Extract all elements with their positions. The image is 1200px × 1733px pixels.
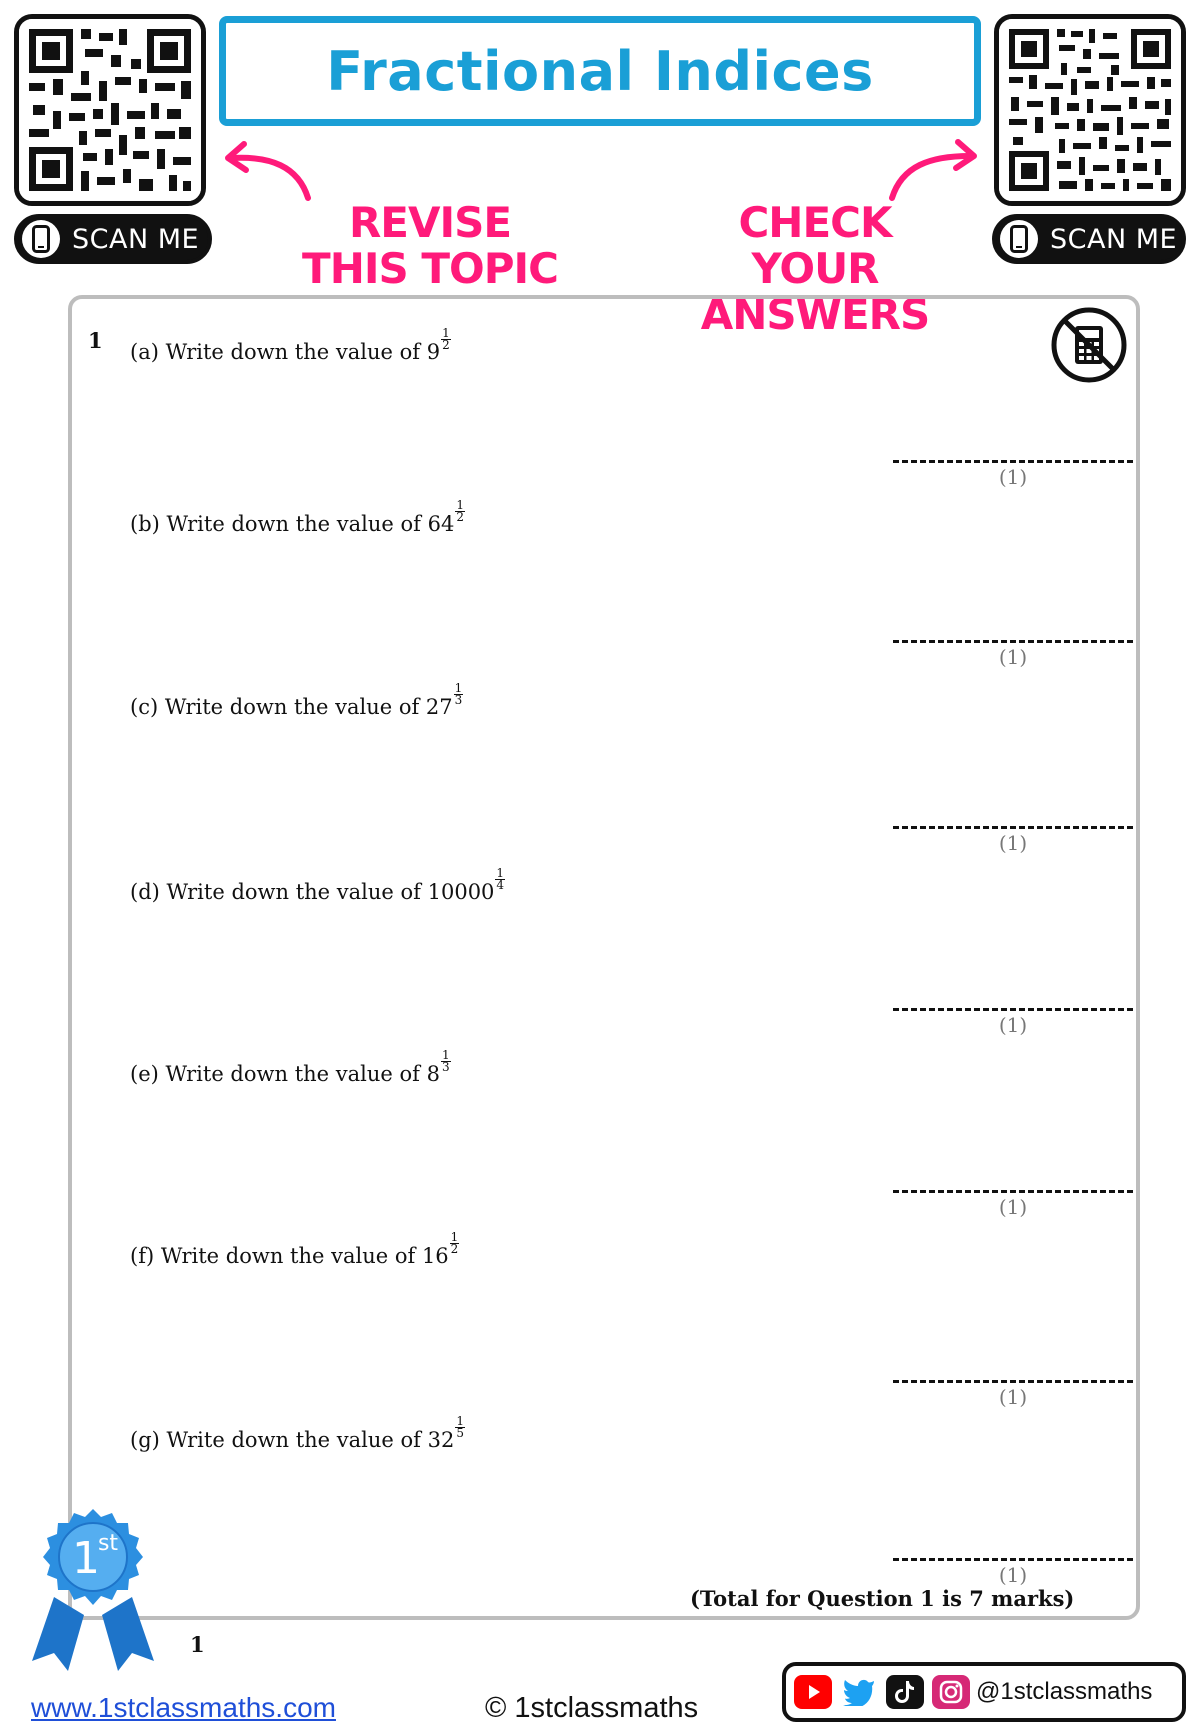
qr-pattern-left — [19, 19, 201, 201]
phone-icon — [1000, 220, 1038, 258]
fraction-exponent — [454, 683, 464, 706]
part-label: (e) Write down the value of — [130, 1062, 420, 1086]
website-link[interactable]: www.1stclassmaths.com — [31, 1692, 336, 1723]
part-label: (g) Write down the value of — [130, 1428, 421, 1452]
mark-allocation: (1) — [998, 1385, 1028, 1409]
badge-number: 1 — [72, 1533, 100, 1584]
mark-allocation: (1) — [998, 1563, 1028, 1587]
fraction-exponent — [455, 500, 465, 523]
page-number: 1 — [190, 1632, 205, 1657]
part-base: 16 — [421, 1244, 449, 1268]
part-label: (d) Write down the value of — [130, 880, 421, 904]
twitter-icon[interactable] — [840, 1675, 878, 1709]
exp-denominator: 2 — [442, 338, 450, 352]
mark-allocation: (1) — [998, 1013, 1028, 1037]
answer-line[interactable] — [893, 1190, 1133, 1193]
qr-pattern-right — [999, 19, 1181, 201]
mark-allocation: (1) — [998, 1195, 1028, 1219]
youtube-icon[interactable] — [794, 1675, 832, 1709]
scan-me-left-label: SCAN ME — [72, 223, 200, 255]
exp-numerator: 1 — [496, 866, 505, 880]
exp-numerator: 1 — [441, 1048, 450, 1062]
phone-icon — [22, 220, 60, 258]
instagram-icon[interactable] — [932, 1675, 970, 1709]
check-answers-label: CHECK YOUR ANSWERS — [700, 198, 930, 339]
exp-denominator: 4 — [496, 878, 505, 892]
qr-code-revise[interactable] — [14, 14, 206, 206]
fraction-exponent — [450, 1232, 460, 1255]
exp-numerator: 1 — [454, 681, 463, 695]
part-label: (f) Write down the value of — [130, 1244, 416, 1268]
exp-denominator: 3 — [454, 693, 463, 707]
part-base: 8 — [426, 1062, 440, 1086]
badge-suffix: st — [97, 1531, 119, 1556]
fraction-exponent — [441, 328, 451, 351]
part-base: 32 — [427, 1428, 455, 1452]
question-part — [130, 1416, 465, 1452]
arrow-right-icon — [880, 136, 985, 206]
question-part — [130, 683, 463, 719]
exp-denominator: 5 — [456, 1426, 464, 1440]
social-handle: @1stclassmaths — [976, 1678, 1153, 1705]
fraction-exponent — [455, 1416, 465, 1439]
answer-line[interactable] — [893, 1008, 1133, 1011]
mark-allocation: (1) — [998, 465, 1028, 489]
part-base: 64 — [427, 512, 455, 536]
answer-line[interactable] — [893, 1558, 1133, 1561]
revise-topic-label: REVISE THIS TOPIC — [302, 198, 558, 293]
answer-line[interactable] — [893, 640, 1133, 643]
answer-line[interactable] — [893, 826, 1133, 829]
scan-me-left[interactable] — [14, 214, 212, 264]
exp-denominator: 2 — [450, 1242, 459, 1256]
title-box — [219, 16, 981, 126]
part-base: 10000 — [427, 880, 495, 904]
exp-denominator: 3 — [441, 1060, 450, 1074]
exp-denominator: 2 — [456, 510, 464, 524]
question-part — [130, 500, 465, 536]
exp-numerator: 1 — [450, 1230, 459, 1244]
fraction-exponent — [495, 868, 505, 891]
social-bar — [782, 1662, 1186, 1722]
qr-code-answers[interactable] — [994, 14, 1186, 206]
part-base: 27 — [425, 695, 453, 719]
question-total: (Total for Question 1 is 7 marks) — [690, 1586, 1075, 1611]
exp-numerator: 1 — [442, 326, 450, 340]
copyright-text: © 1stclassmaths — [485, 1692, 699, 1724]
question-part — [130, 868, 505, 904]
first-place-badge — [28, 1505, 158, 1675]
scan-me-right[interactable] — [992, 214, 1186, 264]
scan-me-right-label: SCAN ME — [1050, 223, 1178, 255]
mark-allocation: (1) — [998, 645, 1028, 669]
mark-allocation: (1) — [998, 831, 1028, 855]
no-calculator-icon — [1049, 305, 1129, 385]
answer-line[interactable] — [893, 1380, 1133, 1383]
part-label: (a) Write down the value of — [130, 340, 420, 364]
question-number: 1 — [88, 328, 103, 353]
answer-line[interactable] — [893, 460, 1133, 463]
exp-numerator: 1 — [456, 498, 464, 512]
fraction-exponent — [441, 1050, 451, 1073]
exp-numerator: 1 — [456, 1414, 464, 1428]
part-label: (c) Write down the value of — [130, 695, 420, 719]
question-part — [130, 328, 451, 364]
arrow-left-icon — [220, 136, 320, 206]
part-base: 9 — [426, 340, 441, 364]
question-part — [130, 1232, 459, 1268]
part-label: (b) Write down the value of — [130, 512, 421, 536]
question-part — [130, 1050, 451, 1086]
tiktok-icon[interactable] — [886, 1675, 924, 1709]
page-title: Fractional Indices — [326, 39, 874, 103]
